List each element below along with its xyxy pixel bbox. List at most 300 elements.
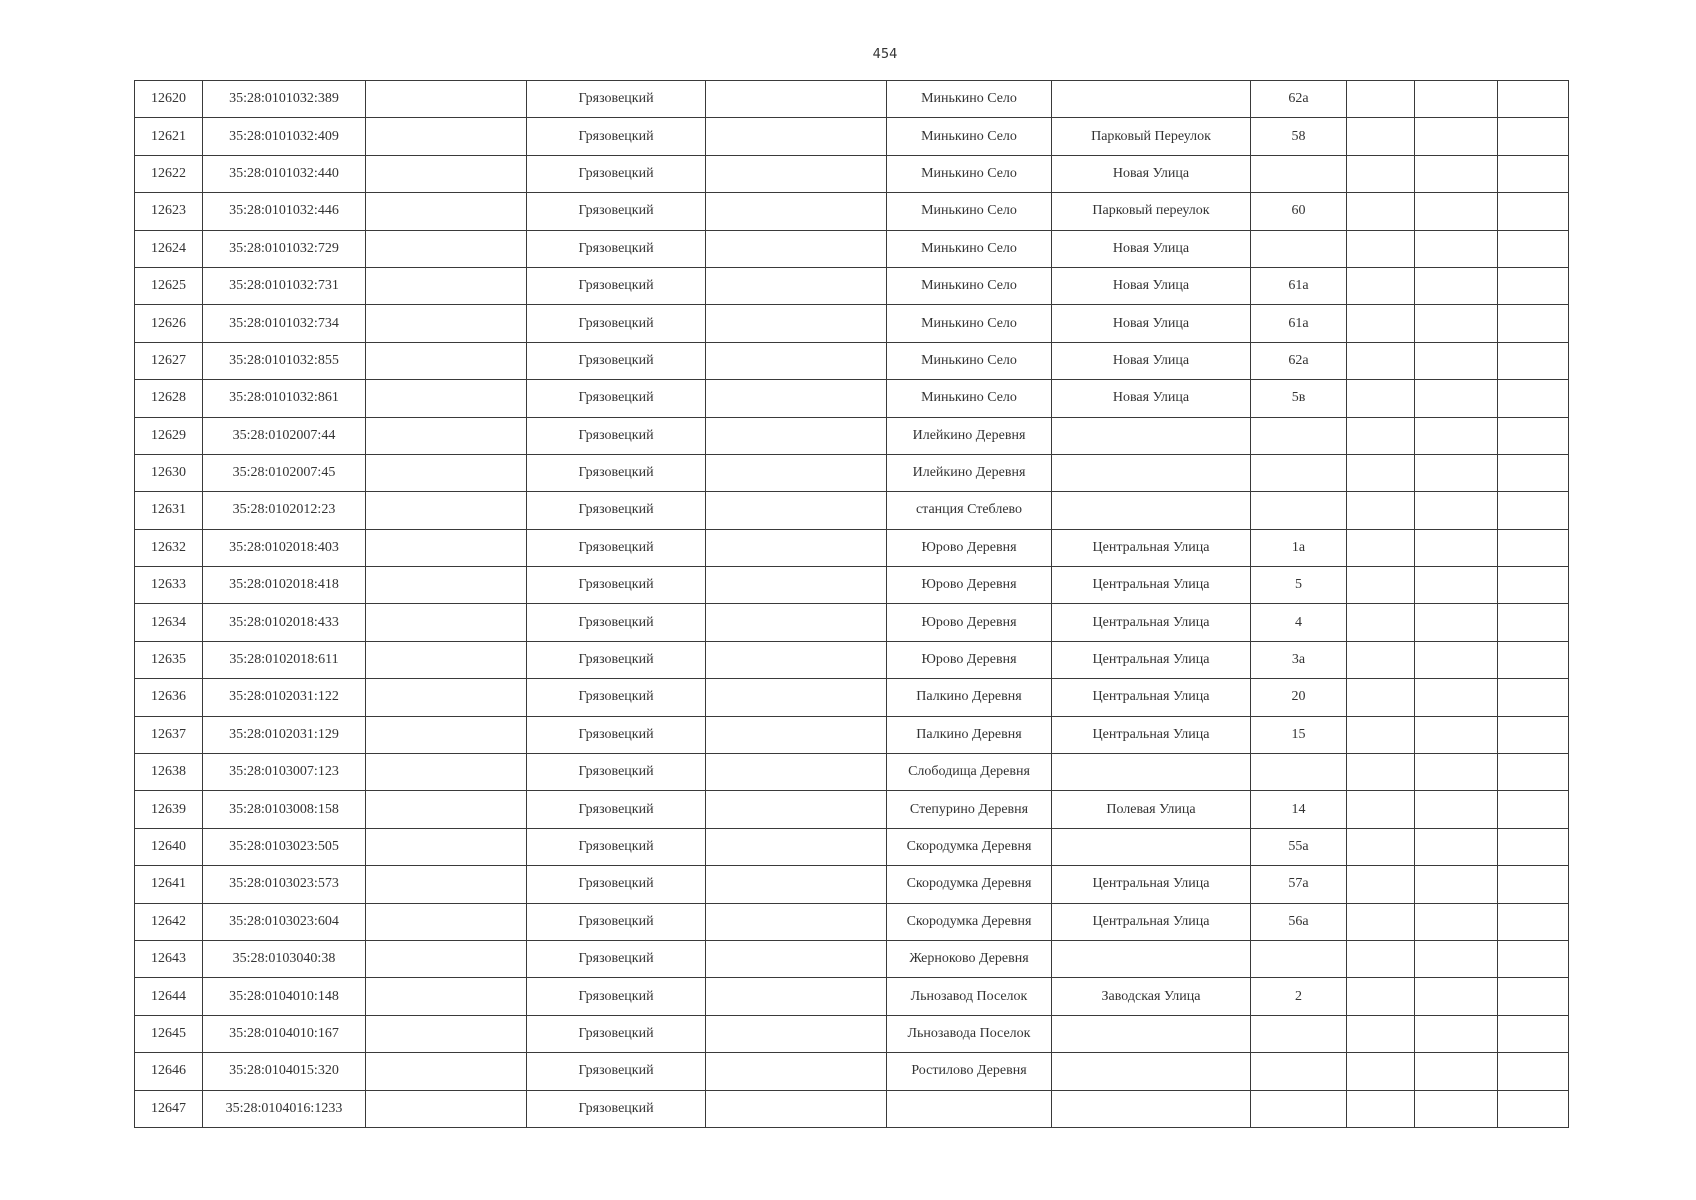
district-cell: Грязовецкий [527, 866, 706, 903]
empty-cell [366, 380, 527, 417]
empty-cell [706, 791, 887, 828]
district-cell: Грязовецкий [527, 754, 706, 791]
house-cell: 14 [1251, 791, 1347, 828]
row-number-cell: 12626 [135, 305, 203, 342]
empty-cell [1347, 716, 1415, 753]
house-cell: 61а [1251, 305, 1347, 342]
row-number-cell: 12642 [135, 903, 203, 940]
street-cell: Новая Улица [1052, 267, 1251, 304]
empty-cell [1415, 754, 1498, 791]
empty-cell [366, 978, 527, 1015]
locality-cell: Юрово Деревня [887, 604, 1052, 641]
empty-cell [1347, 529, 1415, 566]
empty-cell [1347, 641, 1415, 678]
house-cell: 15 [1251, 716, 1347, 753]
locality-cell: Минькино Село [887, 193, 1052, 230]
street-cell: Центральная Улица [1052, 567, 1251, 604]
table-row [135, 529, 1569, 566]
empty-cell [1498, 903, 1569, 940]
empty-cell [366, 529, 527, 566]
locality-cell: Минькино Село [887, 305, 1052, 342]
locality-cell: Палкино Деревня [887, 679, 1052, 716]
street-cell: Центральная Улица [1052, 716, 1251, 753]
house-cell: 58 [1251, 118, 1347, 155]
table-row [135, 567, 1569, 604]
empty-cell [1498, 828, 1569, 865]
locality-cell: Юрово Деревня [887, 641, 1052, 678]
cadastral-number-cell: 35:28:0103040:38 [203, 940, 366, 977]
house-cell [1251, 417, 1347, 454]
cadastral-number-cell: 35:28:0101032:446 [203, 193, 366, 230]
street-cell: Центральная Улица [1052, 529, 1251, 566]
locality-cell: станция Стеблево [887, 492, 1052, 529]
empty-cell [1347, 492, 1415, 529]
empty-cell [366, 155, 527, 192]
house-cell [1251, 454, 1347, 491]
cadastral-number-cell: 35:28:0101032:409 [203, 118, 366, 155]
empty-cell [1498, 791, 1569, 828]
table-row [135, 604, 1569, 641]
empty-cell [366, 940, 527, 977]
empty-cell [1415, 940, 1498, 977]
house-cell: 2 [1251, 978, 1347, 1015]
row-number-cell: 12632 [135, 529, 203, 566]
empty-cell [1498, 492, 1569, 529]
empty-cell [1498, 267, 1569, 304]
empty-cell [1415, 641, 1498, 678]
table-row [135, 866, 1569, 903]
empty-cell [1498, 716, 1569, 753]
row-number-cell: 12629 [135, 417, 203, 454]
empty-cell [1347, 305, 1415, 342]
house-cell [1251, 1015, 1347, 1052]
house-cell: 62а [1251, 81, 1347, 118]
empty-cell [706, 641, 887, 678]
district-cell: Грязовецкий [527, 641, 706, 678]
cadastral-number-cell: 35:28:0102007:44 [203, 417, 366, 454]
empty-cell [366, 791, 527, 828]
cadastral-number-cell: 35:28:0101032:855 [203, 342, 366, 379]
table-row [135, 193, 1569, 230]
street-cell: Полевая Улица [1052, 791, 1251, 828]
empty-cell [1347, 828, 1415, 865]
empty-cell [366, 567, 527, 604]
table-row [135, 81, 1569, 118]
registry-table [134, 80, 1569, 1128]
house-cell: 62а [1251, 342, 1347, 379]
empty-cell [366, 267, 527, 304]
street-cell: Парковый переулок [1052, 193, 1251, 230]
empty-cell [1415, 305, 1498, 342]
empty-cell [706, 604, 887, 641]
house-cell: 55а [1251, 828, 1347, 865]
district-cell: Грязовецкий [527, 305, 706, 342]
empty-cell [1347, 866, 1415, 903]
district-cell: Грязовецкий [527, 903, 706, 940]
empty-cell [366, 754, 527, 791]
empty-cell [1347, 155, 1415, 192]
row-number-cell: 12628 [135, 380, 203, 417]
street-cell: Центральная Улица [1052, 604, 1251, 641]
locality-cell: Илейкино Деревня [887, 454, 1052, 491]
row-number-cell: 12630 [135, 454, 203, 491]
empty-cell [1498, 679, 1569, 716]
empty-cell [366, 193, 527, 230]
empty-cell [1347, 342, 1415, 379]
street-cell [1052, 81, 1251, 118]
table-row [135, 940, 1569, 977]
empty-cell [366, 342, 527, 379]
house-cell: 5 [1251, 567, 1347, 604]
district-cell: Грязовецкий [527, 454, 706, 491]
house-cell [1251, 155, 1347, 192]
street-cell: Новая Улица [1052, 342, 1251, 379]
cadastral-number-cell: 35:28:0104010:148 [203, 978, 366, 1015]
empty-cell [1498, 978, 1569, 1015]
table-row [135, 230, 1569, 267]
row-number-cell: 12647 [135, 1090, 203, 1127]
house-cell: 1а [1251, 529, 1347, 566]
locality-cell: Илейкино Деревня [887, 417, 1052, 454]
locality-cell: Минькино Село [887, 267, 1052, 304]
empty-cell [366, 1090, 527, 1127]
table-row [135, 1053, 1569, 1090]
row-number-cell: 12646 [135, 1053, 203, 1090]
district-cell: Грязовецкий [527, 679, 706, 716]
empty-cell [1498, 118, 1569, 155]
empty-cell [1498, 230, 1569, 267]
street-cell: Центральная Улица [1052, 641, 1251, 678]
empty-cell [1347, 791, 1415, 828]
empty-cell [366, 230, 527, 267]
empty-cell [366, 716, 527, 753]
cadastral-number-cell: 35:28:0102018:418 [203, 567, 366, 604]
empty-cell [366, 118, 527, 155]
empty-cell [1498, 1015, 1569, 1052]
locality-cell: Минькино Село [887, 155, 1052, 192]
table-row [135, 679, 1569, 716]
empty-cell [1347, 978, 1415, 1015]
street-cell [1052, 1015, 1251, 1052]
locality-cell: Юрово Деревня [887, 567, 1052, 604]
empty-cell [706, 417, 887, 454]
row-number-cell: 12640 [135, 828, 203, 865]
empty-cell [706, 81, 887, 118]
empty-cell [366, 641, 527, 678]
row-number-cell: 12643 [135, 940, 203, 977]
empty-cell [1415, 492, 1498, 529]
empty-cell [1498, 529, 1569, 566]
empty-cell [706, 866, 887, 903]
table-row [135, 1090, 1569, 1127]
row-number-cell: 12645 [135, 1015, 203, 1052]
district-cell: Грязовецкий [527, 567, 706, 604]
cadastral-number-cell: 35:28:0103007:123 [203, 754, 366, 791]
street-cell: Центральная Улица [1052, 903, 1251, 940]
street-cell: Заводская Улица [1052, 978, 1251, 1015]
empty-cell [1498, 193, 1569, 230]
row-number-cell: 12641 [135, 866, 203, 903]
locality-cell: Степурино Деревня [887, 791, 1052, 828]
empty-cell [1347, 118, 1415, 155]
empty-cell [706, 567, 887, 604]
house-cell: 3а [1251, 641, 1347, 678]
locality-cell: Льнозавод Поселок [887, 978, 1052, 1015]
row-number-cell: 12644 [135, 978, 203, 1015]
cadastral-number-cell: 35:28:0104010:167 [203, 1015, 366, 1052]
street-cell: Центральная Улица [1052, 679, 1251, 716]
row-number-cell: 12635 [135, 641, 203, 678]
district-cell: Грязовецкий [527, 118, 706, 155]
locality-cell: Льнозавода Поселок [887, 1015, 1052, 1052]
empty-cell [1347, 380, 1415, 417]
empty-cell [1498, 1090, 1569, 1127]
locality-cell: Палкино Деревня [887, 716, 1052, 753]
street-cell: Новая Улица [1052, 155, 1251, 192]
empty-cell [1415, 791, 1498, 828]
street-cell [1052, 1053, 1251, 1090]
locality-cell: Минькино Село [887, 380, 1052, 417]
empty-cell [1347, 454, 1415, 491]
cadastral-number-cell: 35:28:0101032:389 [203, 81, 366, 118]
table-row [135, 828, 1569, 865]
row-number-cell: 12623 [135, 193, 203, 230]
empty-cell [1415, 81, 1498, 118]
district-cell: Грязовецкий [527, 529, 706, 566]
empty-cell [706, 342, 887, 379]
district-cell: Грязовецкий [527, 940, 706, 977]
table-row [135, 791, 1569, 828]
empty-cell [1415, 1053, 1498, 1090]
district-cell: Грязовецкий [527, 267, 706, 304]
street-cell [1052, 417, 1251, 454]
house-cell [1251, 1053, 1347, 1090]
table-row [135, 267, 1569, 304]
empty-cell [1347, 567, 1415, 604]
empty-cell [366, 604, 527, 641]
table-row [135, 903, 1569, 940]
empty-cell [1415, 454, 1498, 491]
empty-cell [1415, 866, 1498, 903]
street-cell [1052, 828, 1251, 865]
empty-cell [706, 1053, 887, 1090]
empty-cell [1347, 754, 1415, 791]
district-cell: Грязовецкий [527, 81, 706, 118]
page-number: 454 [872, 47, 898, 62]
empty-cell [1498, 641, 1569, 678]
empty-cell [706, 940, 887, 977]
row-number-cell: 12639 [135, 791, 203, 828]
registry-table-body [135, 81, 1569, 1128]
empty-cell [366, 81, 527, 118]
empty-cell [1498, 380, 1569, 417]
empty-cell [1415, 267, 1498, 304]
district-cell: Грязовецкий [527, 230, 706, 267]
locality-cell: Слободища Деревня [887, 754, 1052, 791]
empty-cell [1498, 81, 1569, 118]
house-cell: 20 [1251, 679, 1347, 716]
empty-cell [1415, 978, 1498, 1015]
locality-cell: Скородумка Деревня [887, 903, 1052, 940]
cadastral-number-cell: 35:28:0102031:129 [203, 716, 366, 753]
table-row [135, 716, 1569, 753]
empty-cell [1415, 380, 1498, 417]
cadastral-number-cell: 35:28:0103008:158 [203, 791, 366, 828]
empty-cell [706, 305, 887, 342]
empty-cell [1498, 417, 1569, 454]
empty-cell [1415, 903, 1498, 940]
house-cell: 57а [1251, 866, 1347, 903]
district-cell: Грязовецкий [527, 604, 706, 641]
row-number-cell: 12621 [135, 118, 203, 155]
row-number-cell: 12627 [135, 342, 203, 379]
house-cell: 60 [1251, 193, 1347, 230]
empty-cell [1347, 940, 1415, 977]
empty-cell [1347, 417, 1415, 454]
table-row [135, 118, 1569, 155]
row-number-cell: 12634 [135, 604, 203, 641]
empty-cell [1415, 716, 1498, 753]
cadastral-number-cell: 35:28:0102007:45 [203, 454, 366, 491]
locality-cell: Юрово Деревня [887, 529, 1052, 566]
empty-cell [706, 529, 887, 566]
house-cell [1251, 940, 1347, 977]
district-cell: Грязовецкий [527, 1090, 706, 1127]
cadastral-number-cell: 35:28:0101032:440 [203, 155, 366, 192]
table-row [135, 492, 1569, 529]
empty-cell [706, 754, 887, 791]
row-number-cell: 12631 [135, 492, 203, 529]
empty-cell [1498, 305, 1569, 342]
district-cell: Грязовецкий [527, 193, 706, 230]
empty-cell [1347, 1053, 1415, 1090]
row-number-cell: 12624 [135, 230, 203, 267]
empty-cell [706, 1090, 887, 1127]
house-cell: 56а [1251, 903, 1347, 940]
district-cell: Грязовецкий [527, 791, 706, 828]
house-cell [1251, 1090, 1347, 1127]
empty-cell [706, 492, 887, 529]
empty-cell [1415, 1090, 1498, 1127]
empty-cell [366, 417, 527, 454]
cadastral-number-cell: 35:28:0102012:23 [203, 492, 366, 529]
empty-cell [1498, 866, 1569, 903]
cadastral-number-cell: 35:28:0101032:861 [203, 380, 366, 417]
empty-cell [1347, 81, 1415, 118]
empty-cell [1347, 267, 1415, 304]
cadastral-number-cell: 35:28:0102018:433 [203, 604, 366, 641]
empty-cell [1347, 193, 1415, 230]
empty-cell [366, 866, 527, 903]
empty-cell [1498, 940, 1569, 977]
empty-cell [706, 380, 887, 417]
cadastral-number-cell: 35:28:0103023:604 [203, 903, 366, 940]
empty-cell [1415, 567, 1498, 604]
empty-cell [1498, 567, 1569, 604]
empty-cell [706, 155, 887, 192]
table-row [135, 641, 1569, 678]
empty-cell [1415, 679, 1498, 716]
row-number-cell: 12638 [135, 754, 203, 791]
empty-cell [706, 267, 887, 304]
row-number-cell: 12636 [135, 679, 203, 716]
empty-cell [706, 978, 887, 1015]
district-cell: Грязовецкий [527, 380, 706, 417]
street-cell [1052, 454, 1251, 491]
empty-cell [1498, 155, 1569, 192]
street-cell [1052, 940, 1251, 977]
street-cell: Парковый Переулок [1052, 118, 1251, 155]
empty-cell [1498, 1053, 1569, 1090]
cadastral-number-cell: 35:28:0104016:1233 [203, 1090, 366, 1127]
district-cell: Грязовецкий [527, 978, 706, 1015]
table-row [135, 978, 1569, 1015]
row-number-cell: 12637 [135, 716, 203, 753]
street-cell [1052, 1090, 1251, 1127]
empty-cell [706, 230, 887, 267]
empty-cell [366, 679, 527, 716]
house-cell [1251, 754, 1347, 791]
cadastral-number-cell: 35:28:0101032:734 [203, 305, 366, 342]
house-cell [1251, 230, 1347, 267]
empty-cell [1498, 454, 1569, 491]
empty-cell [366, 1015, 527, 1052]
street-cell: Центральная Улица [1052, 866, 1251, 903]
cadastral-number-cell: 35:28:0101032:731 [203, 267, 366, 304]
locality-cell: Минькино Село [887, 230, 1052, 267]
empty-cell [1415, 342, 1498, 379]
empty-cell [366, 492, 527, 529]
empty-cell [366, 828, 527, 865]
cadastral-number-cell: 35:28:0103023:505 [203, 828, 366, 865]
cadastral-number-cell: 35:28:0102018:403 [203, 529, 366, 566]
empty-cell [366, 1053, 527, 1090]
row-number-cell: 12625 [135, 267, 203, 304]
table-row [135, 454, 1569, 491]
locality-cell: Скородумка Деревня [887, 866, 1052, 903]
empty-cell [1347, 230, 1415, 267]
street-cell: Новая Улица [1052, 305, 1251, 342]
row-number-cell: 12633 [135, 567, 203, 604]
locality-cell: Минькино Село [887, 118, 1052, 155]
house-cell: 61а [1251, 267, 1347, 304]
empty-cell [1415, 230, 1498, 267]
empty-cell [366, 305, 527, 342]
locality-cell [887, 1090, 1052, 1127]
district-cell: Грязовецкий [527, 492, 706, 529]
cadastral-number-cell: 35:28:0101032:729 [203, 230, 366, 267]
empty-cell [706, 679, 887, 716]
street-cell [1052, 754, 1251, 791]
empty-cell [1415, 417, 1498, 454]
empty-cell [706, 454, 887, 491]
district-cell: Грязовецкий [527, 342, 706, 379]
empty-cell [706, 828, 887, 865]
empty-cell [706, 118, 887, 155]
empty-cell [1347, 604, 1415, 641]
table-row [135, 1015, 1569, 1052]
house-cell: 4 [1251, 604, 1347, 641]
empty-cell [1415, 118, 1498, 155]
row-number-cell: 12620 [135, 81, 203, 118]
district-cell: Грязовецкий [527, 1053, 706, 1090]
empty-cell [706, 1015, 887, 1052]
locality-cell: Жерноково Деревня [887, 940, 1052, 977]
table-row [135, 155, 1569, 192]
cadastral-number-cell: 35:28:0104015:320 [203, 1053, 366, 1090]
street-cell: Новая Улица [1052, 380, 1251, 417]
district-cell: Грязовецкий [527, 417, 706, 454]
